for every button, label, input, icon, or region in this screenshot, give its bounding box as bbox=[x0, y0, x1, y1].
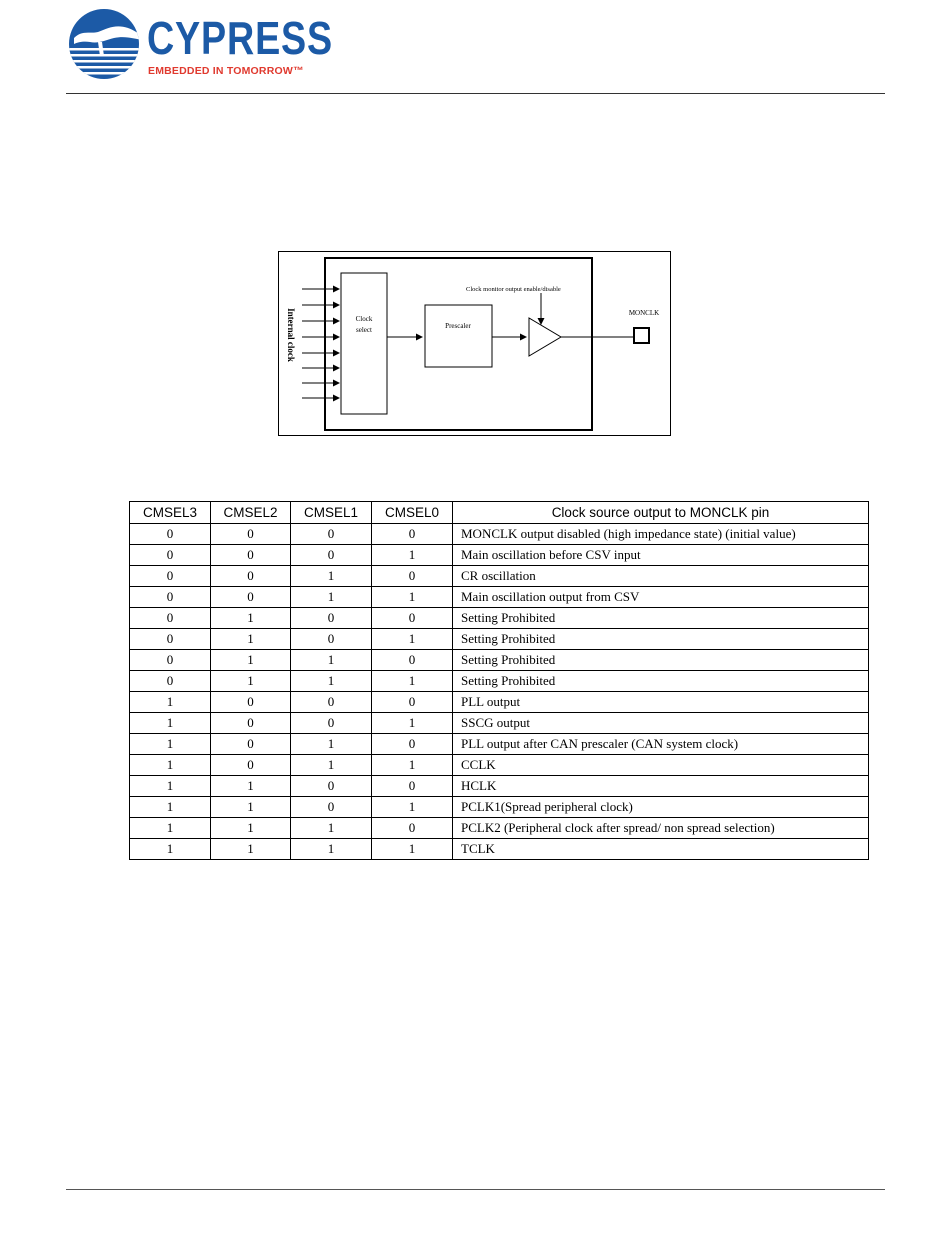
cmsel0-cell: 0 bbox=[372, 818, 453, 839]
table-header-row bbox=[130, 502, 869, 524]
table-row bbox=[130, 818, 869, 839]
cmsel1-cell: 0 bbox=[291, 545, 372, 566]
clock-source-cell: TCLK bbox=[453, 839, 869, 860]
cmsel2-cell: 1 bbox=[211, 839, 291, 860]
cmsel0-cell: 1 bbox=[372, 755, 453, 776]
cmsel3-cell: 0 bbox=[130, 629, 211, 650]
cmsel0-cell: 0 bbox=[372, 776, 453, 797]
cmsel2-cell: 0 bbox=[211, 734, 291, 755]
cmsel3-cell: 1 bbox=[130, 692, 211, 713]
cmsel3-cell: 0 bbox=[130, 545, 211, 566]
table-row bbox=[130, 839, 869, 860]
table-row bbox=[130, 566, 869, 587]
table-row bbox=[130, 692, 869, 713]
cmsel2-cell: 1 bbox=[211, 650, 291, 671]
header-cmsel2: CMSEL2 bbox=[211, 502, 291, 524]
table-row bbox=[130, 545, 869, 566]
clock-source-cell: Main oscillation before CSV input bbox=[453, 545, 869, 566]
clock-monitor-diagram bbox=[278, 251, 671, 436]
cmsel0-cell: 0 bbox=[372, 650, 453, 671]
cmsel3-cell: 0 bbox=[130, 671, 211, 692]
cmsel1-cell: 1 bbox=[291, 650, 372, 671]
cmsel1-cell: 1 bbox=[291, 566, 372, 587]
clock-source-cell: Setting Prohibited bbox=[453, 629, 869, 650]
cmsel2-cell: 0 bbox=[211, 755, 291, 776]
cmsel1-cell: 1 bbox=[291, 839, 372, 860]
cmsel3-cell: 1 bbox=[130, 734, 211, 755]
cmsel0-cell: 0 bbox=[372, 692, 453, 713]
cmsel2-cell: 0 bbox=[211, 524, 291, 545]
cmsel-table bbox=[129, 501, 869, 860]
cmsel2-cell: 0 bbox=[211, 587, 291, 608]
cmsel0-cell: 0 bbox=[372, 608, 453, 629]
cmsel1-cell: 1 bbox=[291, 671, 372, 692]
table-row bbox=[130, 713, 869, 734]
cmsel3-cell: 1 bbox=[130, 713, 211, 734]
cmsel2-cell: 1 bbox=[211, 818, 291, 839]
cmsel2-cell: 0 bbox=[211, 566, 291, 587]
clock-source-cell: Setting Prohibited bbox=[453, 608, 869, 629]
clock-source-cell: CCLK bbox=[453, 755, 869, 776]
internal-clock-label: Internal clock bbox=[286, 308, 296, 362]
cmsel0-cell: 1 bbox=[372, 587, 453, 608]
table-row bbox=[130, 776, 869, 797]
clock-source-cell: HCLK bbox=[453, 776, 869, 797]
cmsel2-cell: 0 bbox=[211, 545, 291, 566]
table-row bbox=[130, 797, 869, 818]
cmsel3-cell: 0 bbox=[130, 587, 211, 608]
clock-source-cell: CR oscillation bbox=[453, 566, 869, 587]
cmsel0-cell: 1 bbox=[372, 671, 453, 692]
enable-label: Clock monitor output enable/disable bbox=[466, 286, 561, 293]
cmsel1-cell: 0 bbox=[291, 629, 372, 650]
clock-source-cell: PCLK2 (Peripheral clock after spread/ non spread selection) bbox=[453, 818, 869, 839]
cmsel1-cell: 0 bbox=[291, 608, 372, 629]
cmsel2-cell: 1 bbox=[211, 671, 291, 692]
cmsel0-cell: 1 bbox=[372, 797, 453, 818]
table-row bbox=[130, 650, 869, 671]
cmsel-table-container bbox=[129, 501, 869, 860]
clock-source-cell: PCLK1(Spread peripheral clock) bbox=[453, 797, 869, 818]
cmsel3-cell: 1 bbox=[130, 818, 211, 839]
cmsel3-cell: 0 bbox=[130, 524, 211, 545]
table-row bbox=[130, 755, 869, 776]
table-row bbox=[130, 734, 869, 755]
cmsel3-cell: 1 bbox=[130, 755, 211, 776]
clock-select-block bbox=[341, 273, 387, 414]
cmsel0-cell: 1 bbox=[372, 629, 453, 650]
clock-source-cell: MONCLK output disabled (high impedance state) (initial value) bbox=[453, 524, 869, 545]
clock-select-label-2: select bbox=[356, 326, 372, 334]
cmsel1-cell: 0 bbox=[291, 776, 372, 797]
cmsel0-cell: 0 bbox=[372, 734, 453, 755]
footer-rule bbox=[66, 1189, 885, 1190]
header-clock-source: Clock source output to MONCLK pin bbox=[453, 502, 869, 524]
cmsel2-cell: 1 bbox=[211, 776, 291, 797]
cmsel3-cell: 0 bbox=[130, 566, 211, 587]
cmsel3-cell: 1 bbox=[130, 797, 211, 818]
cmsel1-cell: 1 bbox=[291, 755, 372, 776]
clock-select-label-1: Clock bbox=[355, 315, 373, 323]
table-row bbox=[130, 524, 869, 545]
cmsel1-cell: 1 bbox=[291, 734, 372, 755]
logo-wordmark: CYPRESS bbox=[147, 12, 334, 64]
cmsel0-cell: 1 bbox=[372, 545, 453, 566]
cmsel3-cell: 0 bbox=[130, 608, 211, 629]
cmsel1-cell: 0 bbox=[291, 692, 372, 713]
cmsel3-cell: 1 bbox=[130, 839, 211, 860]
clock-source-cell: SSCG output bbox=[453, 713, 869, 734]
cmsel1-cell: 1 bbox=[291, 818, 372, 839]
clock-source-cell: Setting Prohibited bbox=[453, 671, 869, 692]
cmsel1-cell: 0 bbox=[291, 713, 372, 734]
clock-source-cell: PLL output bbox=[453, 692, 869, 713]
header-cmsel1: CMSEL1 bbox=[291, 502, 372, 524]
clock-source-cell: PLL output after CAN prescaler (CAN system clock) bbox=[453, 734, 869, 755]
cmsel2-cell: 1 bbox=[211, 629, 291, 650]
cmsel1-cell: 0 bbox=[291, 524, 372, 545]
cmsel2-cell: 1 bbox=[211, 797, 291, 818]
table-row bbox=[130, 671, 869, 692]
cmsel2-cell: 1 bbox=[211, 608, 291, 629]
clock-source-cell: Main oscillation output from CSV bbox=[453, 587, 869, 608]
cmsel0-cell: 0 bbox=[372, 566, 453, 587]
prescaler-label: Prescaler bbox=[445, 322, 471, 330]
cypress-logo bbox=[68, 8, 334, 80]
cmsel0-cell: 1 bbox=[372, 839, 453, 860]
cmsel2-cell: 0 bbox=[211, 713, 291, 734]
cmsel0-cell: 1 bbox=[372, 713, 453, 734]
table-row bbox=[130, 629, 869, 650]
table-row bbox=[130, 587, 869, 608]
cmsel0-cell: 0 bbox=[372, 524, 453, 545]
monclk-label: MONCLK bbox=[628, 309, 660, 317]
logo-tagline: EMBEDDED IN TOMORROW™ bbox=[148, 65, 304, 77]
monclk-pin bbox=[634, 328, 649, 343]
cmsel2-cell: 0 bbox=[211, 692, 291, 713]
cypress-globe-icon bbox=[68, 8, 142, 80]
header-cmsel0: CMSEL0 bbox=[372, 502, 453, 524]
cmsel1-cell: 1 bbox=[291, 587, 372, 608]
cmsel1-cell: 0 bbox=[291, 797, 372, 818]
clock-source-cell: Setting Prohibited bbox=[453, 650, 869, 671]
prescaler-block bbox=[425, 305, 492, 367]
header-cmsel3: CMSEL3 bbox=[130, 502, 211, 524]
header-rule bbox=[66, 93, 885, 94]
cmsel3-cell: 0 bbox=[130, 650, 211, 671]
table-row bbox=[130, 608, 869, 629]
cmsel3-cell: 1 bbox=[130, 776, 211, 797]
